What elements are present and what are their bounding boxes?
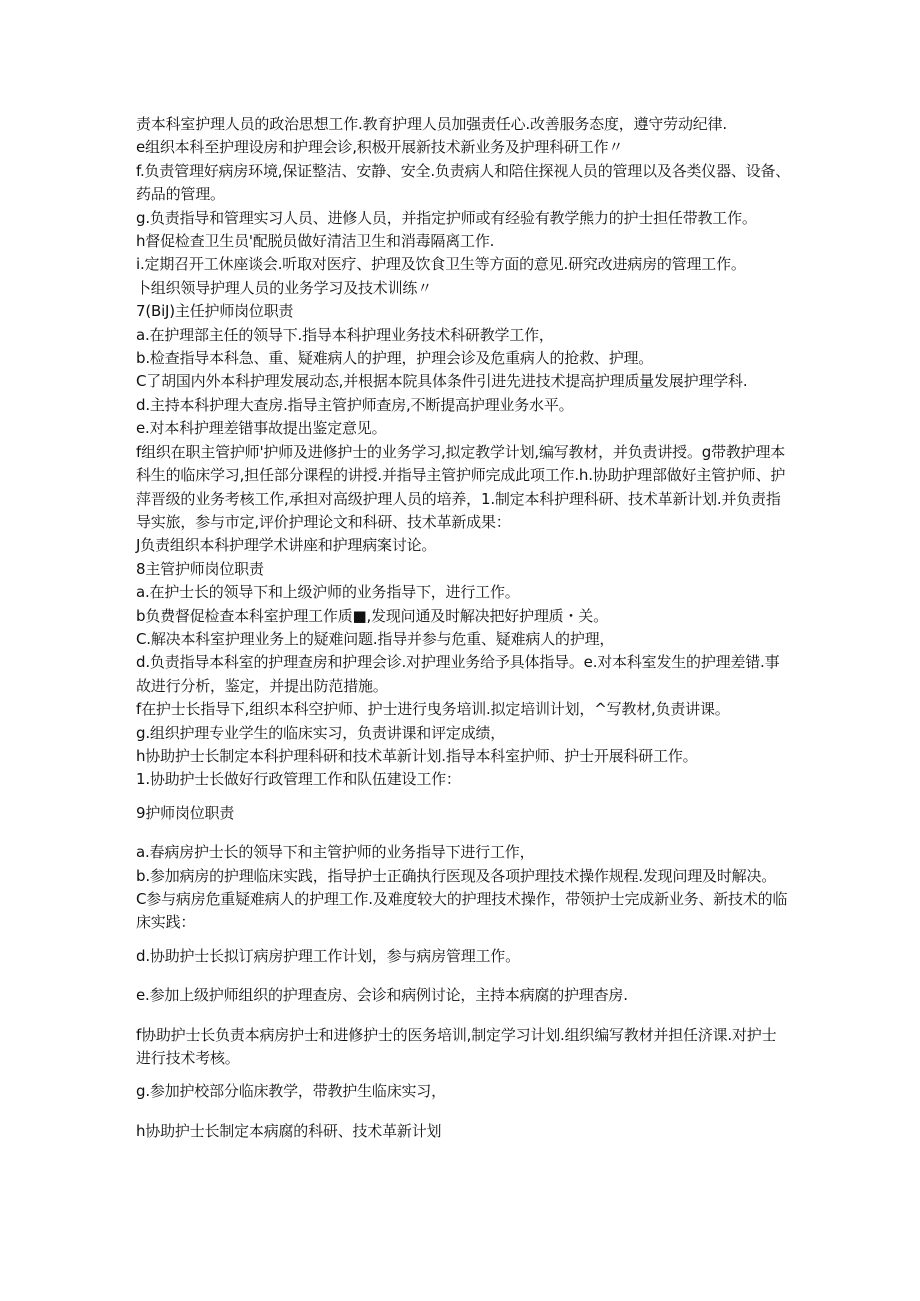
paragraph-nurse-duty-a: a.春病房护士长的领导下和主管护师的业务指导下进行工作， [136,843,535,862]
paragraph-nurse-duty-g: g.参加护校部分临床教学，带教护生临床实习， [136,1082,446,1101]
paragraph-supervising-nurse-duty-a: a.在护士长的领导下和上级沪师的业务指导下，进行工作。 [136,583,520,602]
paragraph-chief-nurse-duty-e: e.对本科护理差错事故提出鉴定意见。 [136,419,387,438]
paragraph-head-nurse-duty-f: f.负责管理好病房环境,保证整洁、安静、安全.负责病人和陪住探视人员的管理以及各类仪器、设备、药品的管理。 [136,161,791,204]
paragraph-supervising-nurse-duty-c: C.解决本科室护理业务上的疑难问题.指导并参与危重、疑难病人的护理， [136,629,615,648]
paragraph-nurse-duty-c: C参与病房危重疑难病人的护理工作.及难度较大的护理技术操作，带领护士完成新业务、新技术的临床实践： [136,890,788,932]
paragraph-supervising-nurse-duty-h: h协助护士长制定本科护理科研和技术革新计划.指导本科室护师、护士开展科研工作。 [136,746,698,765]
paragraph-head-nurse-duty-h: h督促检查卫生员'配脱员做好清洁卫生和消毒隔离工作. [136,232,495,251]
paragraph-chief-nurse-duty-j: J负责组织本科护理学术讲座和护理病案讨论。 [136,536,437,555]
paragraph-head-nurse-duty-j: 卜组织领导护理人员的业务学习及技术训练〃 [136,278,433,297]
paragraph-supervising-nurse-duty-g: g.组织护理专业学生的临床实习，负责讲课和评定成绩， [136,723,506,742]
paragraph-nurse-duty-f: f协助护士长负责本病房护士和进修护士的医务培训,制定学习计划.组织编写教材并担任济课.对护士进行技术考核。 [136,1025,777,1068]
paragraph-chief-nurse-duty-c: C了胡国内外本科护理发展动态,并根据本院具体条件引进先进技术提高护理质量发展护理学科. [136,372,748,391]
paragraph-supervising-nurse-duty-i: 1.协助护士长做好行政管理工作和队伍建设工作： [136,770,461,789]
paragraph-supervising-nurse-duty-b: b负费督促检查本科室护理工作质■,发现问通及时解决把好护理质・关。 [136,606,608,625]
paragraph-head-nurse-duty-g: g.负责指导和管理实习人员、进修人员，并指定护师或有经验有教学熊力的护士担任带教工作。 [136,208,757,227]
section-heading-nurse: 9护师岗位职责 [136,803,235,822]
section-heading-supervising-nurse: 8主管护师岗位职责 [136,559,264,578]
paragraph-chief-nurse-duty-a: a.在护理部主任的领导下.指导本科护理业务技术科研教学工作， [136,325,554,344]
paragraph-head-nurse-duty-i: i.定期召开工休座谈会.听取对医疗、护理及饮食卫生等方面的意见.研究改进病房的管理工作。 [136,255,746,274]
paragraph-chief-nurse-duty-d: d.主持本科护理大查房.指导主管护师查房,不断提高护理业务水平。 [136,395,574,414]
paragraph-chief-nurse-duty-f: f组织在职主管护师'护师及进修护士的业务学习,拟定教学计划,编写教材，并负责讲授。g带教护理本科生的临床学习,担任部分课程的讲授.并指导主管护师完成此项工作.h.协助护理部做好主管护师、护萍晋级的业务考核工作,承担对高级护理人员的培养，1.制定本科护理科研、技术革新计划.并负责指导实旅，参与市定,评价护理论文和科研、技术革新成果： [136,442,786,531]
section-heading-chief-nurse: 7(BiJ)主任护师岗位职责 [136,302,294,321]
paragraph-supervising-nurse-duty-f: f在护士长指导下,组织本科空护师、护士进行曳务培训.拟定培训计划，^写教材,负责讲课。 [136,700,730,719]
paragraph-nurse-duty-h: h协助护士长制定本病腐的科研、技术革新计划 [136,1121,442,1140]
paragraph-supervising-nurse-duty-d: d.负责指导本科室的护理查房和护理会诊.对护理业务给予具体指导。e.对本科室发生的护理差错.事故进行分析，鉴定，并提出防范措施。 [136,653,780,695]
paragraph-head-nurse-duty-political: 责本科室护理人员的政治思想工作.教育护理人员加强责任心.改善服务态度，遵守劳动纪律. [136,115,727,133]
paragraph-head-nurse-duty-e: e组织本科至护理设房和护理会诊,积极开展新技术新业务及护理科研工作〃 [136,138,624,157]
paragraph-nurse-duty-d: d.协助护士长拟订病房护理工作计划，参与病房管理工作。 [136,946,520,965]
paragraph-chief-nurse-duty-b: b.检查指导本科急、重、疑难病人的护理，护理会诊及危重病人的抢救、护理。 [136,349,654,368]
paragraph-nurse-duty-e: e.参加上级护师组织的护理查房、会诊和病例讨论，主持本病腐的护理杳房. [136,986,628,1005]
document-body [136,113,791,1143]
paragraph-nurse-duty-b: b.参加病房的护理临床实践，指导护士正确执行医现及各项护理技术操作规程.发现问理及时解决。 [136,866,777,885]
